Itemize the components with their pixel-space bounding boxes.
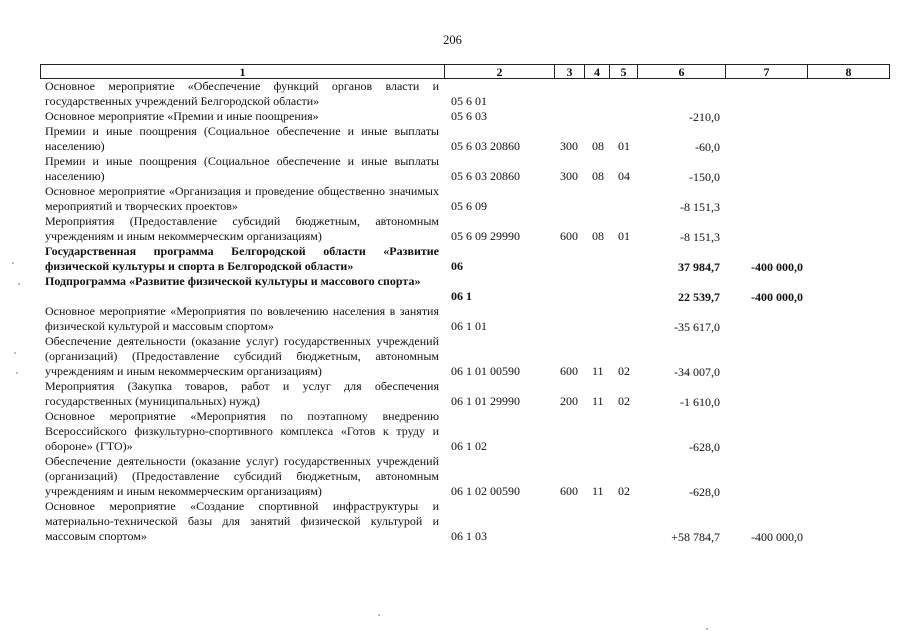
- row-vr: 600: [560, 484, 578, 498]
- header-col-5: 5: [610, 64, 638, 79]
- scan-speck: [706, 628, 708, 630]
- row-description: Основное мероприятие «Организация и проведение общественно значимых мероприятий и творческих проектов»: [45, 184, 439, 213]
- row-description: Мероприятия (Закупка товаров, работ и услуг для обеспечения государственных (муниципальных) нужд): [45, 379, 439, 408]
- row-vr: 200: [560, 394, 578, 408]
- scan-speck: [18, 283, 20, 285]
- row-rz: 08: [592, 139, 604, 153]
- row-sum-col6: -60,0: [695, 140, 720, 154]
- row-description: Основное мероприятие «Мероприятия по поэтапному внедрению Всероссийского физкультурно-спортивного комплекса «Готов к труду и обороне» (ГТО)»: [45, 409, 439, 453]
- page-number: 206: [443, 33, 462, 47]
- header-col-2: 2: [445, 64, 555, 79]
- row-sum-col6: 22 539,7: [678, 290, 720, 304]
- row-sum-col6: -8 151,3: [680, 230, 720, 244]
- row-rz: 11: [592, 394, 604, 408]
- row-code: 05 6 09: [451, 199, 487, 213]
- row-sum-col6: -210,0: [689, 110, 720, 124]
- row-pr: 02: [618, 484, 630, 498]
- row-description: Премии и иные поощрения (Социальное обеспечение и иные выплаты населению): [45, 154, 439, 183]
- row-description: Подпрограмма «Развитие физической культуры и массового спорта»: [45, 274, 421, 288]
- row-pr: 04: [618, 169, 630, 183]
- row-description: Обеспечение деятельности (оказание услуг) государственных учреждений (организаций) (Предоставление субсидий бюджетным, автономным учреждениям и иным некоммерческим организациям): [45, 454, 439, 498]
- row-rz: 11: [592, 484, 604, 498]
- row-pr: 01: [618, 139, 630, 153]
- header-col-1: 1: [40, 64, 445, 79]
- header-col-6: 6: [638, 64, 726, 79]
- row-rz: 08: [592, 229, 604, 243]
- header-col-3: 3: [555, 64, 585, 79]
- row-sum-col6: -150,0: [689, 170, 720, 184]
- row-sum-col7: -400 000,0: [751, 290, 803, 304]
- row-sum-col6: -8 151,3: [680, 200, 720, 214]
- row-code: 06: [451, 259, 463, 273]
- header-col-8: 8: [808, 64, 890, 79]
- row-vr: 600: [560, 229, 578, 243]
- row-description: Обеспечение деятельности (оказание услуг) государственных учреждений (организаций) (Предоставление субсидий бюджетным, автономным учреждениям и иным некоммерческим организациям): [45, 334, 439, 378]
- row-vr: 600: [560, 364, 578, 378]
- row-code: 06 1 02: [451, 439, 487, 453]
- row-rz: 08: [592, 169, 604, 183]
- scan-speck: [14, 352, 16, 354]
- row-sum-col7: -400 000,0: [751, 260, 803, 274]
- row-code: 06 1 01 29990: [451, 394, 520, 408]
- row-code: 05 6 03 20860: [451, 169, 520, 183]
- row-code: 06 1 03: [451, 529, 487, 543]
- row-description: Премии и иные поощрения (Социальное обеспечение и иные выплаты населению): [45, 124, 439, 153]
- header-col-7: 7: [726, 64, 808, 79]
- row-description: Основное мероприятие «Создание спортивной инфраструктуры и материально-технической базы для занятий физической культурой и массовым спортом»: [45, 499, 439, 543]
- row-code: 05 6 01: [451, 94, 487, 108]
- row-code: 05 6 03: [451, 109, 487, 123]
- row-vr: 300: [560, 139, 578, 153]
- row-sum-col7: -400 000,0: [751, 530, 803, 544]
- header-col-4: 4: [585, 64, 610, 79]
- row-code: 06 1 02 00590: [451, 484, 520, 498]
- row-description: Основное мероприятие «Премии и иные поощрения»: [45, 109, 319, 123]
- row-description: Основное мероприятие «Обеспечение функций органов власти и государственных учреждений Белгородской области»: [45, 79, 439, 108]
- row-sum-col6: -1 610,0: [680, 395, 720, 409]
- row-pr: 02: [618, 364, 630, 378]
- row-code: 05 6 03 20860: [451, 139, 520, 153]
- row-description: Мероприятия (Предоставление субсидий бюджетным, автономным учреждениям и иным некоммерческим организациям): [45, 214, 439, 243]
- row-sum-col6: -35 617,0: [674, 320, 720, 334]
- row-sum-col6: -34 007,0: [674, 365, 720, 379]
- row-sum-col6: +58 784,7: [671, 530, 720, 544]
- row-sum-col6: -628,0: [689, 485, 720, 499]
- scan-speck: [12, 262, 14, 264]
- row-code: 05 6 09 29990: [451, 229, 520, 243]
- row-rz: 11: [592, 364, 604, 378]
- row-description: Основное мероприятие «Мероприятия по вовлечению населения в занятия физической культурой и массовым спортом»: [45, 304, 439, 333]
- row-sum-col6: -628,0: [689, 440, 720, 454]
- row-pr: 02: [618, 394, 630, 408]
- row-vr: 300: [560, 169, 578, 183]
- scan-speck: [16, 372, 18, 374]
- scan-speck: [378, 614, 380, 616]
- row-sum-col6: 37 984,7: [678, 260, 720, 274]
- row-code: 06 1 01 00590: [451, 364, 520, 378]
- row-code: 06 1: [451, 289, 472, 303]
- row-pr: 01: [618, 229, 630, 243]
- row-code: 06 1 01: [451, 319, 487, 333]
- row-description: Государственная программа Белгородской области «Развитие физической культуры и спорта в Белгородской области»: [45, 244, 439, 273]
